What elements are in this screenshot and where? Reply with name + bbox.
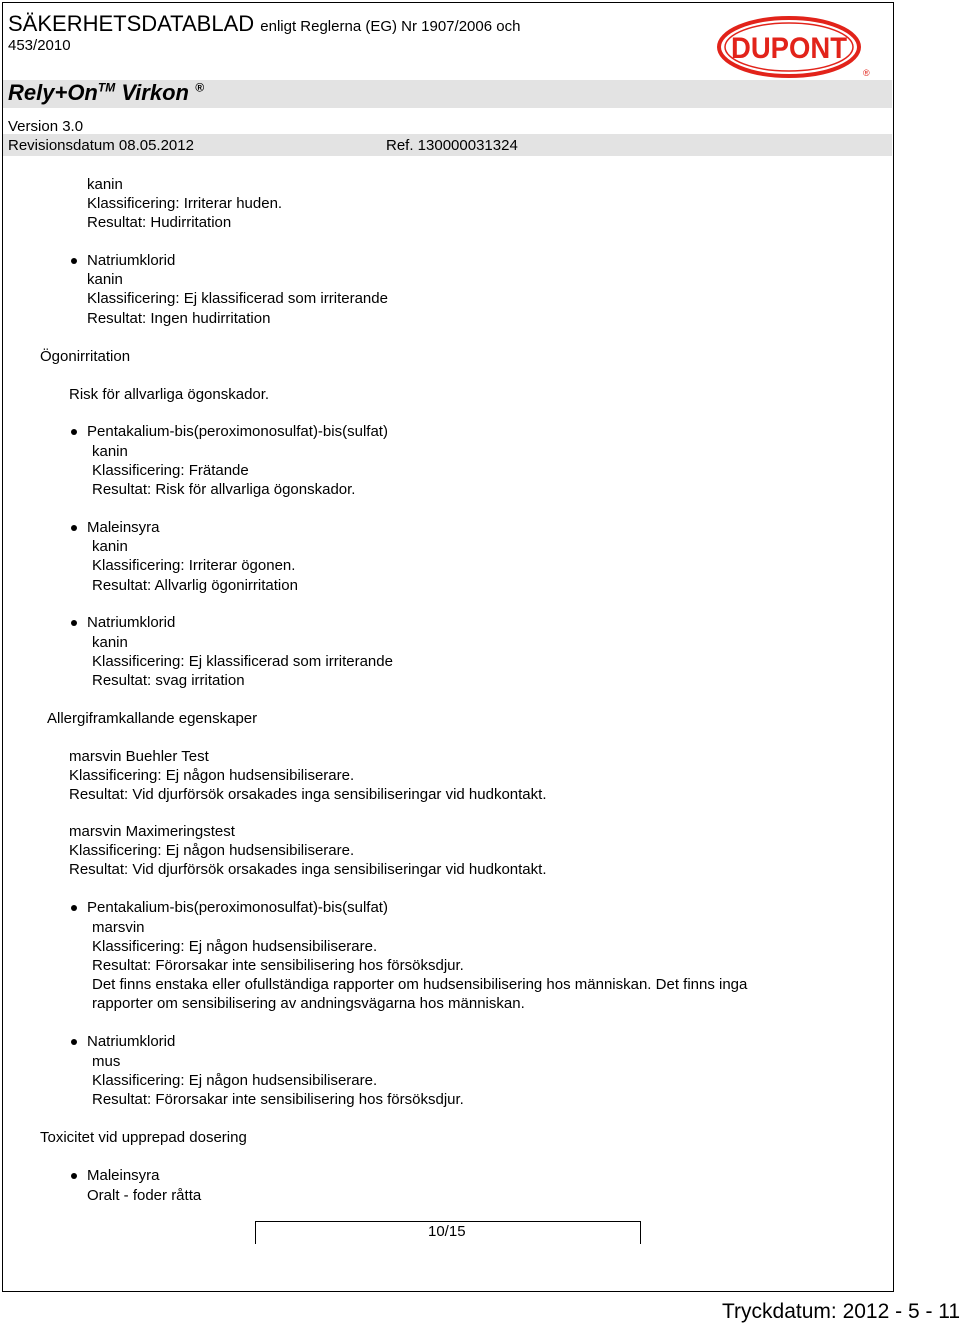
document-title-text: SÄKERHETSDATABLAD bbox=[8, 11, 255, 36]
body-line: kanin bbox=[87, 271, 123, 288]
bullet-item: Pentakalium-bis(peroximonosulfat)-bis(sulfat) bbox=[87, 423, 388, 440]
bullet-item: Natriumklorid bbox=[87, 252, 176, 269]
body-line: Resultat: Allvarlig ögonirritation bbox=[92, 577, 298, 594]
body-line: kanin bbox=[87, 176, 123, 193]
body-line: Klassificering: Ej klassificerad som irriterande bbox=[87, 290, 388, 307]
body-line: Klassificering: Ej någon hudsensibiliserare. bbox=[92, 938, 378, 955]
product-name-part1: Rely+On bbox=[8, 80, 98, 105]
body-line: marsvin Maximeringstest bbox=[69, 823, 235, 840]
body-line: Risk för allvarliga ögonskador. bbox=[69, 386, 270, 403]
bullet-item: Maleinsyra bbox=[87, 1167, 160, 1184]
revision-date: Revisionsdatum 08.05.2012 bbox=[8, 137, 194, 154]
body-line: Det finns enstaka eller ofullständiga rapporter om hudsensibilisering hos människan. Det finns inga bbox=[92, 976, 748, 993]
body-line: marsvin Buehler Test bbox=[69, 748, 209, 765]
body-line: kanin bbox=[92, 443, 128, 460]
section-heading-allergy: Allergiframkallande egenskaper bbox=[47, 710, 258, 727]
dupont-logo bbox=[717, 16, 871, 78]
version: Version 3.0 bbox=[8, 118, 84, 135]
logo-registered-mark: ® bbox=[863, 68, 870, 78]
body-line: rapporter om sensibilisering av andningsvägarna hos människan. bbox=[92, 995, 525, 1012]
body-line: Resultat: svag irritation bbox=[92, 672, 245, 689]
bullet-item: Maleinsyra bbox=[87, 519, 160, 536]
body-line: kanin bbox=[92, 538, 128, 555]
body-line: Klassificering: Irriterar ögonen. bbox=[92, 557, 296, 574]
body-line: Resultat: Förorsakar inte sensibilisering hos försöksdjur. bbox=[92, 1091, 464, 1108]
body-line: Resultat: Förorsakar inte sensibilisering hos försöksdjur. bbox=[92, 957, 464, 974]
section-heading-eye: Ögonirritation bbox=[40, 348, 131, 365]
body-line: Klassificering: Ej någon hudsensibiliserare. bbox=[92, 1072, 378, 1089]
body-line: Resultat: Hudirritation bbox=[87, 214, 232, 231]
bullet-item: Natriumklorid bbox=[87, 1033, 176, 1050]
product-name-part2: Virkon bbox=[121, 80, 189, 105]
body-line: Klassificering: Irriterar huden. bbox=[87, 195, 283, 212]
registered-mark: ® bbox=[195, 80, 204, 95]
bullet-item: Pentakalium-bis(peroximonosulfat)-bis(sulfat) bbox=[87, 899, 388, 916]
body-line: Klassificering: Frätande bbox=[92, 462, 249, 479]
reference-number: Ref. 130000031324 bbox=[386, 137, 518, 154]
body-line: Resultat: Vid djurförsök orsakades inga sensibiliseringar vid hudkontakt. bbox=[69, 786, 547, 803]
page-number: 10/15 bbox=[428, 1223, 466, 1240]
body-line: Klassificering: Ej någon hudsensibiliserare. bbox=[69, 842, 355, 859]
body-line: Resultat: Risk för allvarliga ögonskador. bbox=[92, 481, 356, 498]
trademark-mark: TM bbox=[97, 80, 116, 95]
bullet-item: Natriumklorid bbox=[87, 614, 176, 631]
section-heading-toxicity: Toxicitet vid upprepad dosering bbox=[40, 1129, 247, 1146]
product-name bbox=[8, 80, 204, 106]
body-line: Klassificering: Ej någon hudsensibiliserare. bbox=[69, 767, 355, 784]
regulation-number: 453/2010 bbox=[8, 37, 71, 54]
print-date: Tryckdatum: 2012 - 5 - 11 bbox=[722, 1300, 960, 1323]
regulation-text: enligt Reglerna (EG) Nr 1907/2006 och bbox=[260, 18, 521, 35]
body-line: mus bbox=[92, 1053, 121, 1070]
logo-text: DUPONT bbox=[731, 32, 847, 65]
body-line: Resultat: Ingen hudirritation bbox=[87, 310, 271, 327]
body-line: marsvin bbox=[92, 919, 145, 936]
body-line: Resultat: Vid djurförsök orsakades inga sensibiliseringar vid hudkontakt. bbox=[69, 861, 547, 878]
body-line: kanin bbox=[92, 634, 128, 651]
body-line: Klassificering: Ej klassificerad som irriterande bbox=[92, 653, 393, 670]
document-title bbox=[8, 11, 520, 37]
body-line: Oralt - foder råtta bbox=[87, 1187, 202, 1204]
